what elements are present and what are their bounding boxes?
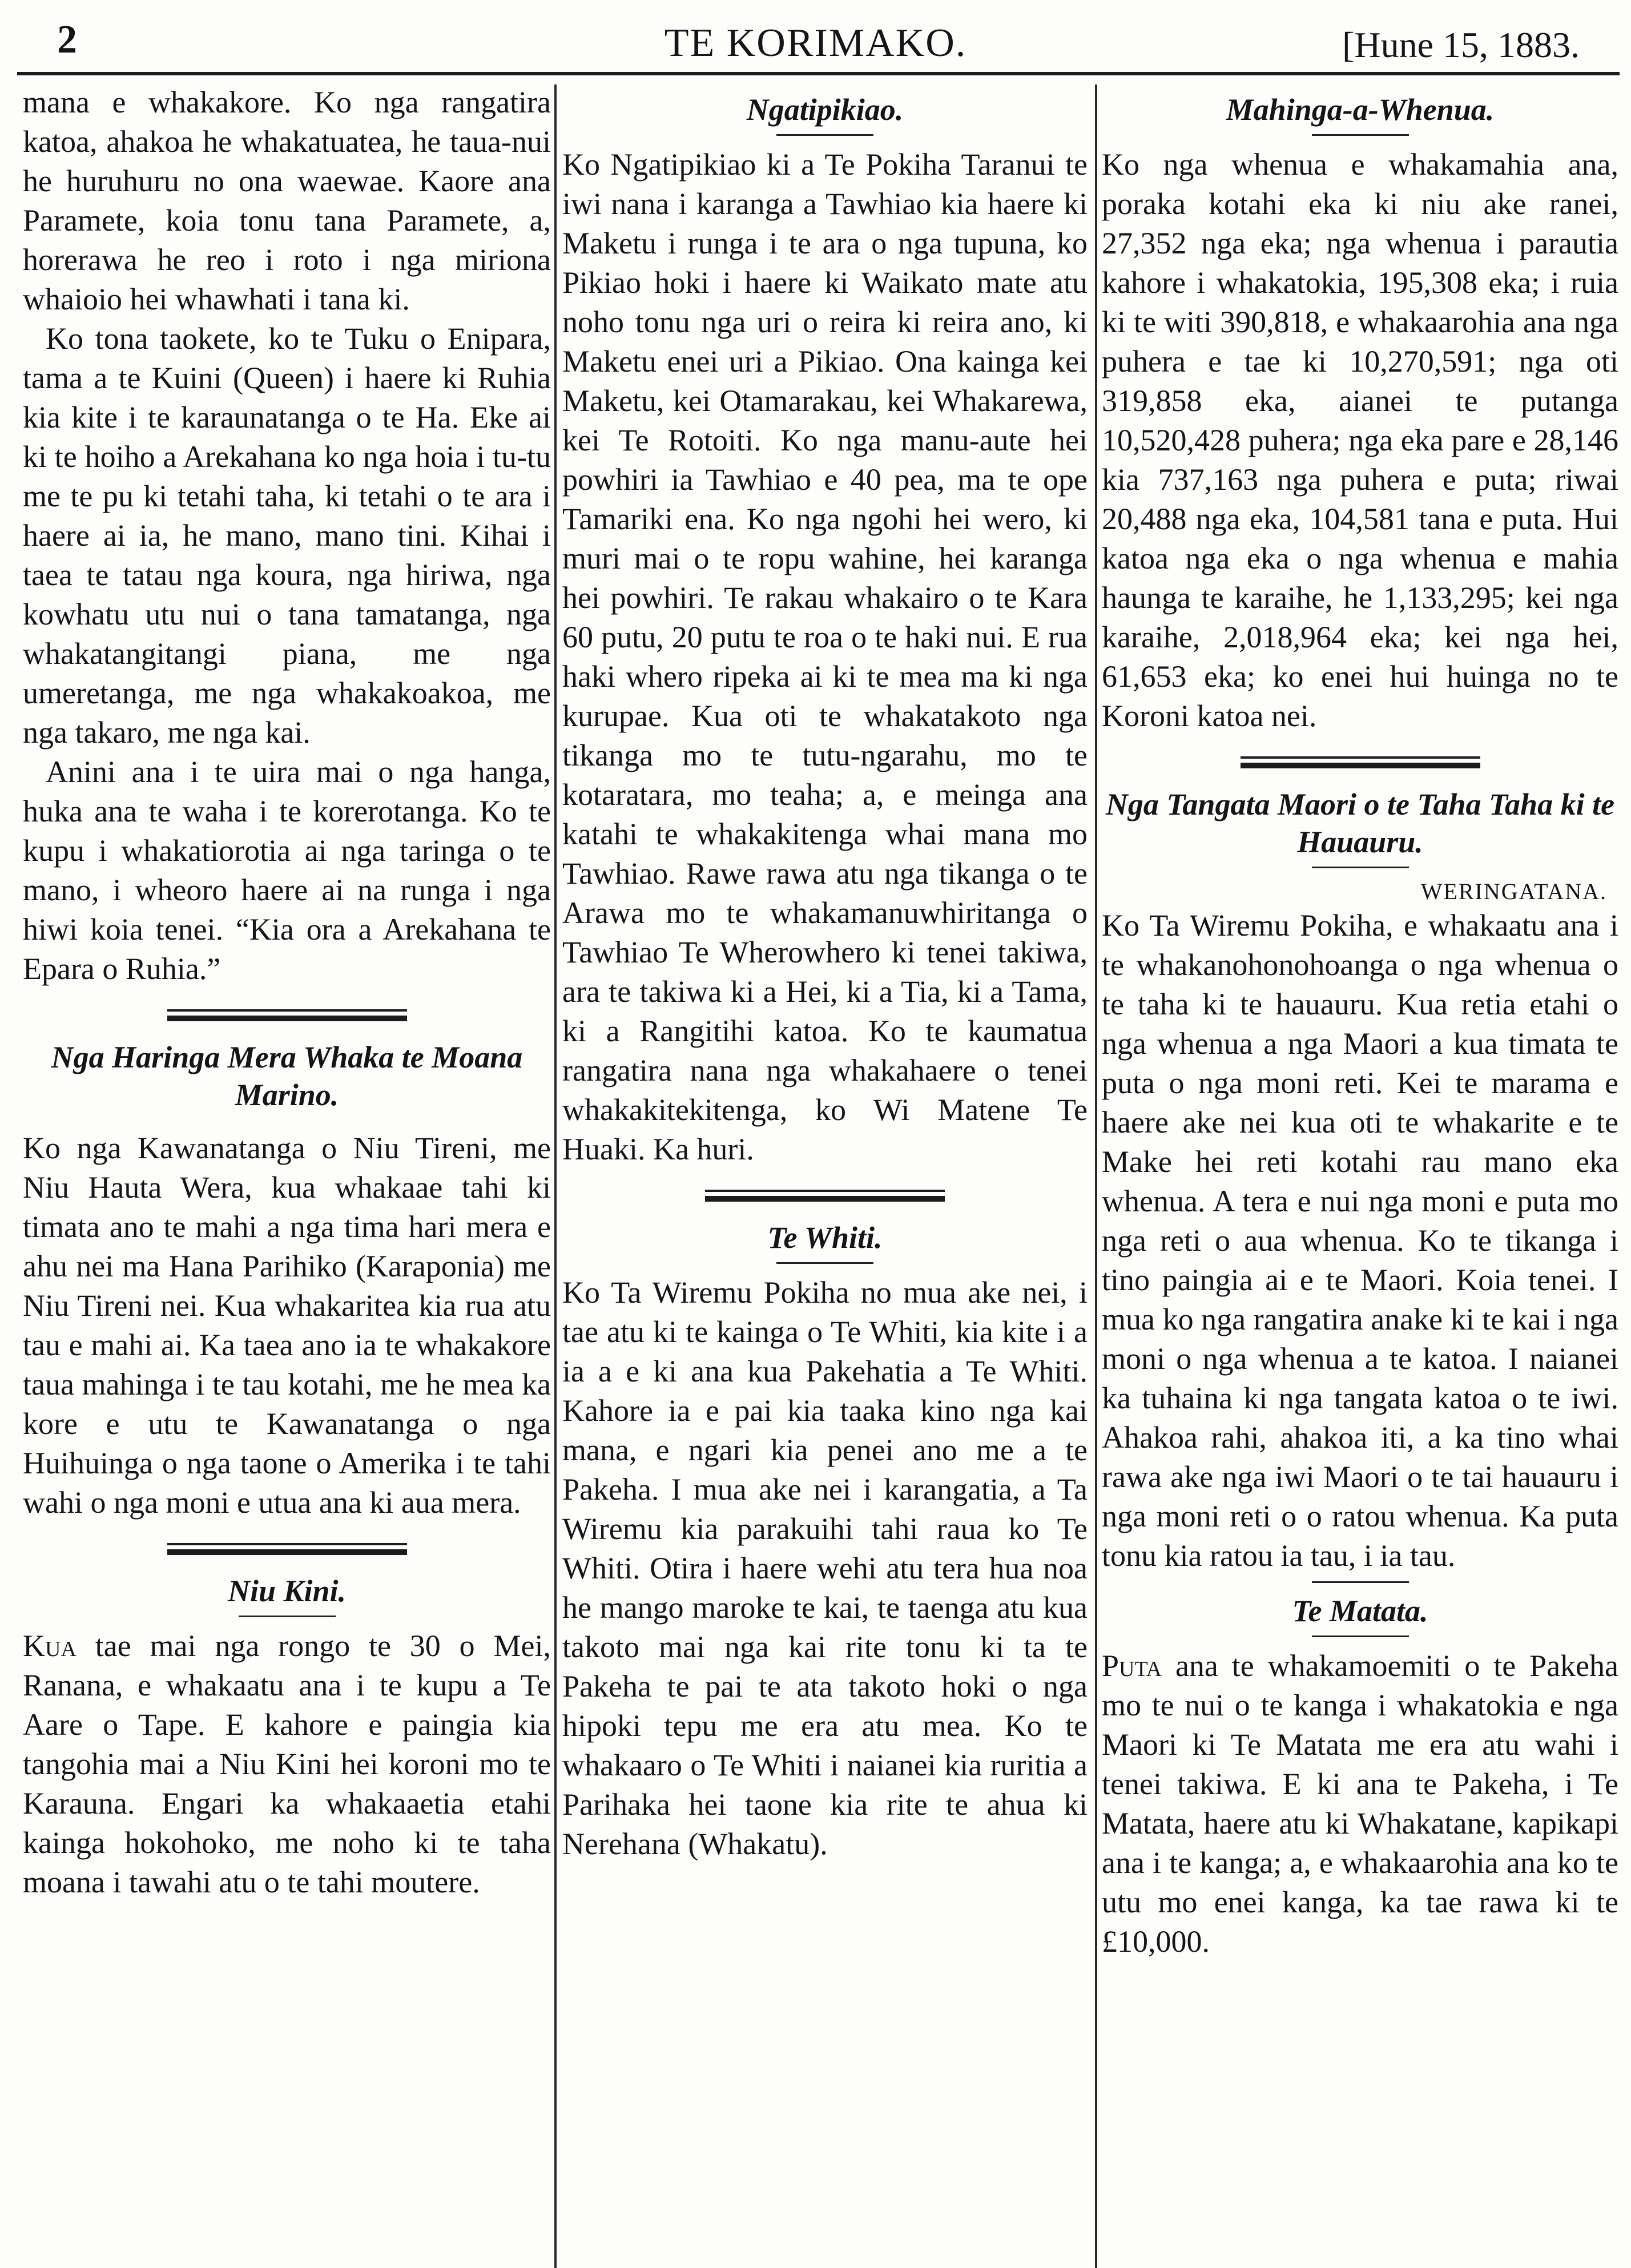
lead-word: Puta — [1102, 1649, 1162, 1683]
masthead — [11, 17, 1620, 71]
heading-rule — [776, 134, 873, 136]
column-1 — [23, 83, 551, 2268]
section-divider — [1241, 756, 1480, 768]
page-number: 2 — [57, 18, 77, 62]
section-divider — [167, 1543, 407, 1555]
heading-rule — [1312, 1635, 1409, 1637]
lead-word: Kua — [23, 1629, 76, 1663]
column-2 — [562, 83, 1088, 2268]
article-paragraph — [1102, 1646, 1618, 1961]
paragraph-text: tae mai nga rongo te 30 o Mei, Ranana, e whakaatu ana i te kupu a Te Aare o Tape. E kahore e paingia kia tangohia mai a Niu Kini hei koroni mo te Karauna. Engari ka whakaaetia etahi kainga hokohoko, me noho ki te taha moana i tawahi atu o te tahi moutere. — [23, 1629, 551, 1899]
article-paragraph: Ko Ngatipikiao ki a Te Pokiha Taranui te iwi nana i karanga a Tawhiao kia haere ki Maketu i runga i te ara o nga tupuna, ko Pikiao hoki i haere ki Waikato mate atu noho tonu nga uri o reira ki reira ano, ki Maketu enei uri a Pikiao. Ona kainga kei Maketu, kei Otamarakau, kei Whakarewa, kei Te Rotoiti. Ko nga manu-aute hei powhiri ia Tawhiao e 40 pea, ma te ope Tamariki ena. Ko nga ngohi hei wero, ki muri mai o te ropu wahine, hei karanga hei powhiri. Te rakau whakairo o te Kara 60 putu, 20 putu te roa o te haki nui. E rua haki whero ripeka ai ki te mea ma ki nga kurupae. Kua oti te whakatakoto nga tikanga mo te tutu-ngarahu, mo te kotaratara, mo teaha; a, e meinga ana katahi te whakakitenga whai mana mo Tawhiao. Rawe rawa atu nga tikanga o te Arawa mo te whakamanuwhiritanga o Tawhiao Te Wherowhero ki tenei takiwa, ara te takiwa ki a Hei, ki a Tia, ki a Tama, ki a Rangitihi katoa. Ko te kaumatua rangatira nana nga whakahaere o tenei whakakitekitenga, ko Wi Matene Te Huaki. Ka huri. — [562, 147, 1088, 1166]
column-divider — [1095, 84, 1097, 2268]
dateline: WERINGATANA. — [1420, 879, 1607, 904]
column-divider — [554, 84, 557, 2268]
article-heading: Nga Tangata Maori o te Taha Taha ki te Hauauru. — [1105, 787, 1615, 859]
article-heading: Te Matata. — [1292, 1594, 1428, 1628]
section-rule — [1312, 1581, 1409, 1583]
column-3 — [1102, 83, 1618, 2268]
heading-rule — [776, 1262, 873, 1264]
section-divider — [705, 1190, 945, 1202]
article-paragraph: Ko nga whenua e whakamahia ana, poraka kotahi eka ki niu ake ranei, 27,352 nga eka; nga whenua i parautia kahore i whakatokia, 195,308 eka; i ruia ki te witi 390,818, e whakaarohia ana nga puhera e tae ki 10,270,591; nga oti 319,858 eka, aianei te putanga 10,520,428 puhera; nga eka pare e 28,146 kia 737,163 nga puhera e puta; riwai 20,488 nga eka, 104,581 tana e puta. Hui katoa nga eka o nga whenua e mahia haunga te karaihe, he 1,133,295; kei nga karaihe, 2,018,964 eka; kei nga hei, 61,653 eka; ko enei hui huinga no te Koroni katoa nei. — [1102, 147, 1618, 733]
section-divider — [167, 1009, 407, 1021]
article-paragraph — [23, 1626, 551, 1902]
heading-rule — [1312, 867, 1409, 868]
heading-rule — [239, 1616, 336, 1617]
article-paragraph: Ko tona taokete, ko te Tuku o Enipara, tama a te Kuini (Queen) i haere ki Ruhia kia kite i te karaunatanga o te Ha. Eke ai ki te hoiho a Arekahana ko nga hoia i tu-tu me te pu ki tetahi taha, ki tetahi o te ara i haere ai ia, he mano, mano tini. Kihai i taea te tatau nga koura, nga hiriwa, nga kowhatu utu nui o tana tamatanga, nga whakatangitangi piana, me nga umeretanga, me nga whakakoakoa, me nga takaro, me nga kai. — [23, 321, 551, 750]
article-paragraph: Ko Ta Wiremu Pokiha, e whakaatu ana i te whakanohonohoanga o nga whenua o te taha ki te hauauru. Kua retia etahi o nga whenua a nga Maori a kua timata te puta o nga moni reti. Kei te marama e haere ake nei kua oti te whakarite e te Make hei reti kotahi rau mano eka whenua. A tera e nui nga moni e puta mo nga reti o aua whenua. Ko te tikanga i tino paingia ai e te Maori. Koia tenei. I mua ko nga rangatira anake ki te kai i nga moni o nga whenua a te katoa. I naianei ka tuhaina ki nga tangata katoa o te iwi. Ahakoa rahi, ahakoa iti, a ka tino whai rawa ake nga iwi Maori o te tai hauauru i nga moni reti o o ratou whenua. Ka puta tonu kia ratou ia tau, i ia tau. — [1102, 908, 1618, 1573]
article-paragraph: Ko nga Kawanatanga o Niu Tireni, me Niu Hauta Wera, kua whakaae tahi ki timata ano te mahi a nga tima hari mera e ahu nei ma Hana Parihiko (Karaponia) me Niu Tireni nei. Kua whakaritea kia rua atu tau e mahi ai. Ka taea ano ia te whakakore taua mahinga i te tau kotahi, me he mea ka kore e utu te Kawanatanga o nga Huihuinga o nga taone o Amerika i te tahi wahi o nga moni e utua ana ki aua mera. — [23, 1131, 551, 1520]
issue-date: [Hune 15, 1883. — [1342, 25, 1580, 65]
article-heading: Nga Haringa Mera Whaka te Moana Marino. — [51, 1040, 523, 1112]
article-paragraph: Ko Ta Wiremu Pokiha no mua ake nei, i tae atu ki te kainga o Te Whiti, kia kite i a ia a e ki ana kua Pakehatia a Te Whiti. Kahore ia e pai kia taaka kino nga kai mana, e ngari kia penei ano me a te Pakeha. I mua ake nei i karangatia, a Ta Wiremu kia parakuihi tahi raua ko Te Whiti. Otira i haere wehi atu tera hua noa he mango maroke te kai, te taenga atu kua takoto mai nga kai rite tonu ki ta te Pakeha te pai te ata takoto hoki o nga hipoki tepu me era atu mea. Ko te whakaaro o Te Whiti i naianei kia ruritia a Parihaka hei taone kia rite te ahua ki Nerehana (Whakatu). — [562, 1275, 1088, 1861]
article-heading: Te Whiti. — [767, 1220, 883, 1255]
article-paragraph: Anini ana i te uira mai o nga hanga, huka ana te waha i te korerotanga. Ko te kupu i whakatiorotia ai nga taringa o te mano, i wheoro haere ai na runga i nga hiwi koia tenei. “Kia ora a Arekahana te Epara o Ruhia.” — [23, 755, 551, 986]
article-heading: Ngatipikiao. — [746, 92, 904, 127]
article-paragraph: mana e whakakore. Ko nga rangatira katoa, ahakoa he whakatuatea, he taua-nui he huruhuru no ona waewae. Kaore ana Paramete, koia tonu tana Paramete, a, horerawa he reo i roto i nga miriona whaioio hei whawhati i tana ki. — [23, 85, 551, 316]
header-rule — [17, 72, 1620, 75]
heading-rule — [1312, 134, 1409, 136]
article-heading: Niu Kini. — [227, 1574, 347, 1608]
paragraph-text: ana te whakamoemiti o te Pakeha mo te nui o te kanga i whakatokia e nga Maori ki Te Matata me era atu wahi i tenei takiwa. E ki ana te Pakeha, i Te Matata, haere atu ki Whakatane, kapikapi ana i te kanga; a, e whakaarohia ana ko te utu mo enei kanga, ka tae rawa ki te £10,000. — [1102, 1649, 1618, 1959]
article-heading: Mahinga-a-Whenua. — [1226, 92, 1495, 127]
newspaper-title: TE KORIMAKO. — [664, 21, 967, 65]
